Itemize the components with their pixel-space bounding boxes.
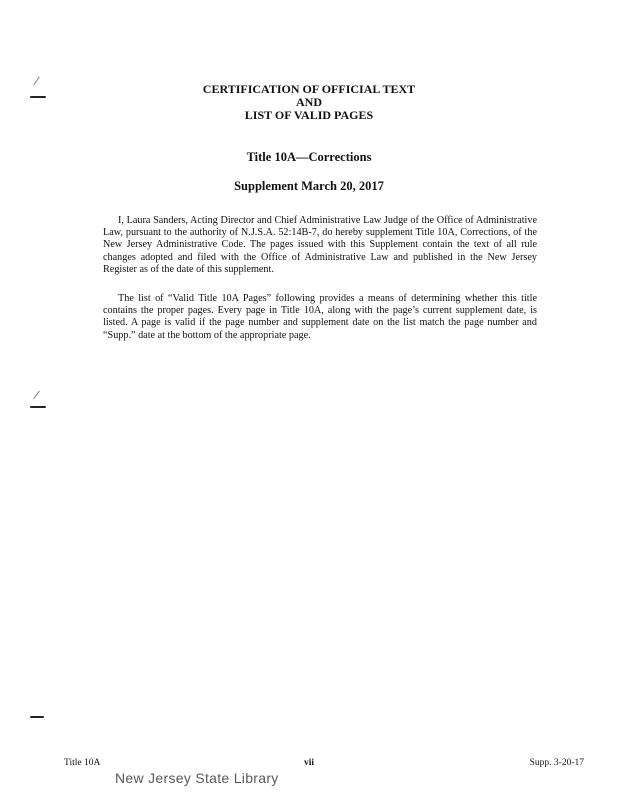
heading-conjunction: AND <box>296 95 322 109</box>
footer-title: Title 10A <box>64 758 101 768</box>
certification-heading: CERTIFICATION OF OFFICIAL TEXT <box>202 82 416 96</box>
supplement-date-heading: Supplement March 20, 2017 <box>234 179 384 193</box>
valid-pages-heading: LIST OF VALID PAGES <box>244 108 374 122</box>
certification-paragraph: I, Laura Sanders, Acting Director and Chief Administrative Law Judge of the Office of Administrative Law, pursuant to the authority of N.J.S.A. 52:14B-7, do hereby supplement Title 10A, Corrections, of the New Jersey Administrative Code. The pages issued with this Supplement contain the text of all rule changes adopted and filed with the Office of Administrative Law and published in the New Jersey Register as of the date of this supplement. <box>103 215 537 275</box>
title-heading: Title 10A—Corrections <box>246 150 372 164</box>
footer-page-number: vii <box>303 758 315 768</box>
footer-supplement-date: Supp. 3-20-17 <box>529 758 584 768</box>
library-stamp: New Jersey State Library <box>115 770 279 786</box>
valid-pages-paragraph: The list of “Valid Title 10A Pages” following provides a means of determining whether this title contains the proper pages. Every page in Title 10A, along with the page’s current supplement date, is listed. A page is valid if the page number and supplement date on the list match the page number and “Supp.” date at the bottom of the appropriate page. <box>103 293 537 341</box>
